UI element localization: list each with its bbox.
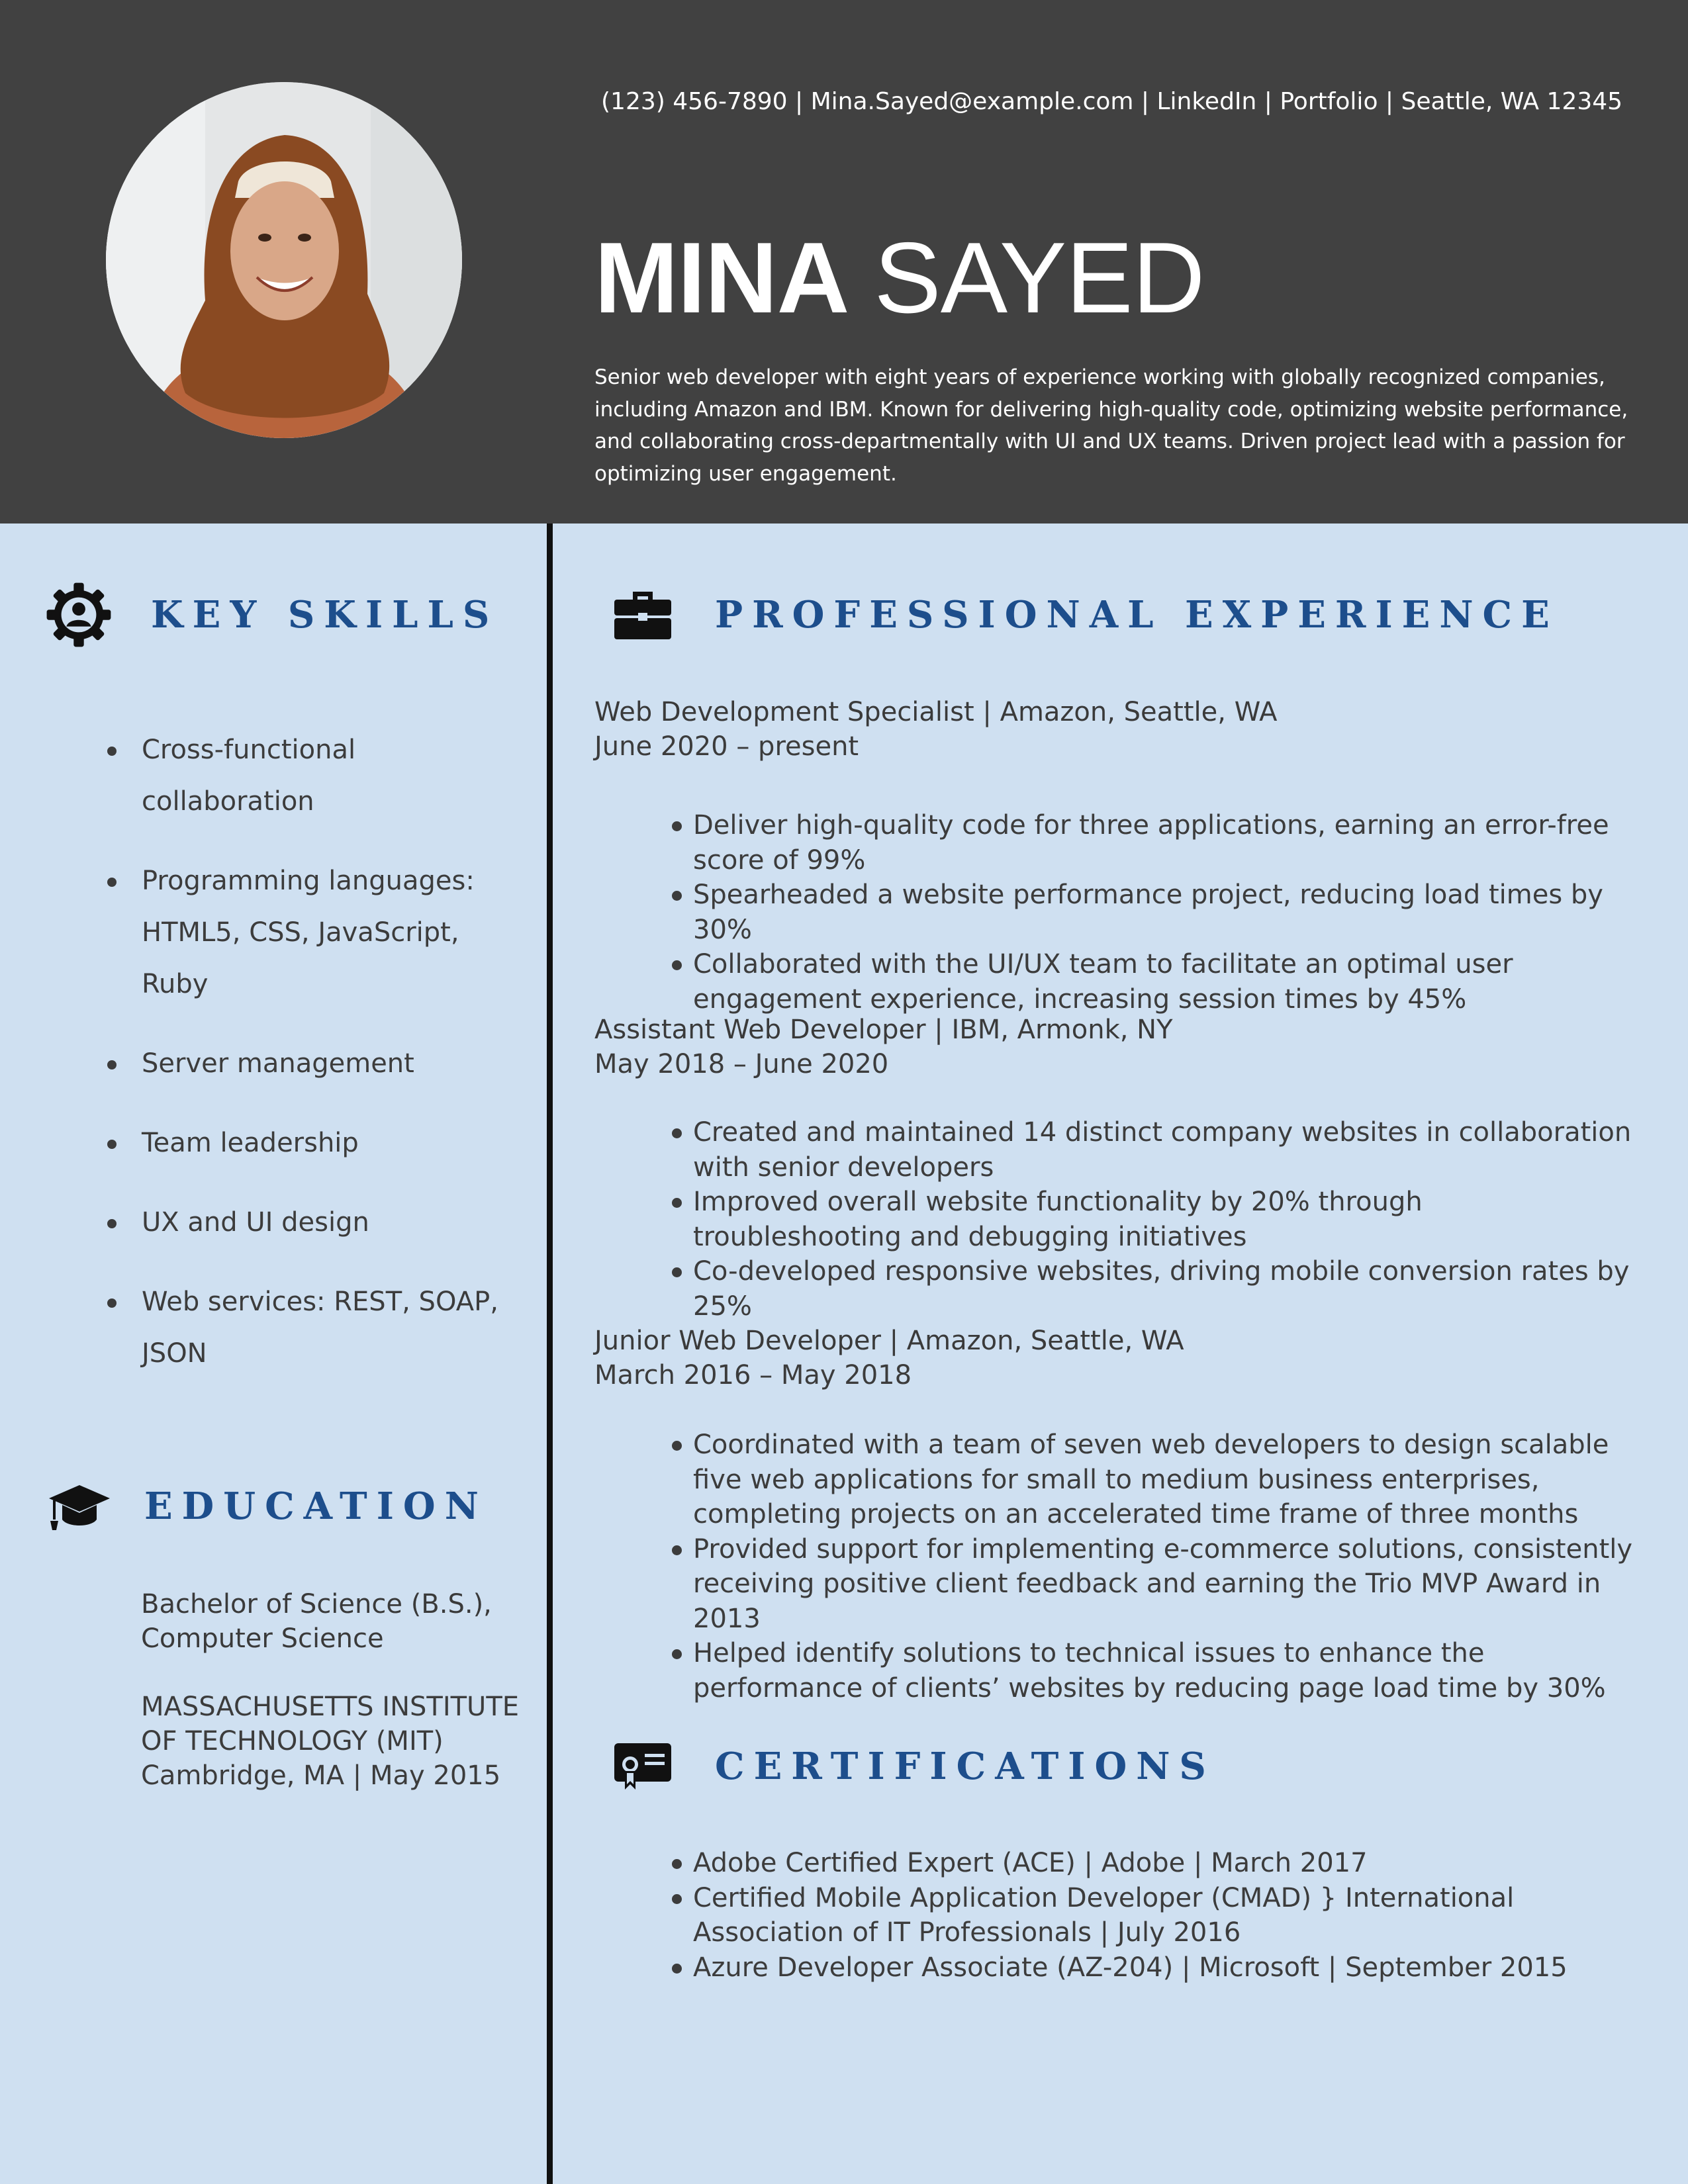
list-item: Deliver high-quality code for three applications, earning an error-free score of 99% bbox=[693, 808, 1633, 878]
list-item: Team leadership bbox=[99, 1117, 510, 1169]
last-name: SAYED bbox=[874, 222, 1205, 334]
full-name bbox=[594, 220, 1587, 336]
job-title: Junior Web Developer | Amazon, Seattle, WA bbox=[594, 1326, 1184, 1356]
list-item: Cross-functional collaboration bbox=[99, 724, 510, 827]
first-name: MINA bbox=[594, 222, 849, 334]
job-title: Web Development Specialist | Amazon, Seattle, WA bbox=[594, 697, 1278, 727]
key-skills-heading bbox=[42, 578, 498, 651]
job-bullets bbox=[693, 808, 1633, 1017]
list-item: Improved overall website functionality by 20% through troubleshooting and debugging initiatives bbox=[693, 1185, 1633, 1254]
column-divider bbox=[547, 523, 553, 2184]
briefcase-icon bbox=[613, 586, 673, 643]
certifications-heading bbox=[613, 1742, 1215, 1791]
experience-title: PROFESSIONAL EXPERIENCE bbox=[715, 593, 1559, 637]
education-heading bbox=[48, 1480, 488, 1533]
skills-list bbox=[99, 724, 510, 1407]
education-school bbox=[141, 1690, 538, 1793]
profile-photo bbox=[106, 82, 462, 438]
list-item: Provided support for implementing e-commerce solutions, consistently receiving positive client feedback and earning the Trio MVP Award in 2013 bbox=[693, 1532, 1633, 1637]
job-bullets bbox=[693, 1428, 1633, 1706]
experience-heading bbox=[613, 586, 1559, 643]
graduation-cap-icon bbox=[48, 1480, 111, 1533]
certifications-list bbox=[693, 1846, 1633, 1985]
school-location-date: Cambridge, MA | May 2015 bbox=[141, 1760, 501, 1791]
education-title: EDUCATION bbox=[144, 1484, 488, 1528]
list-item: Collaborated with the UI/UX team to facilitate an optimal user engagement experience, increasing session times by 45% bbox=[693, 947, 1633, 1017]
list-item: UX and UI design bbox=[99, 1197, 510, 1248]
list-item: Web services: REST, SOAP, JSON bbox=[99, 1276, 510, 1379]
list-item: Azure Developer Associate (AZ-204) | Microsoft | September 2015 bbox=[693, 1950, 1633, 1985]
job-dates: May 2018 – June 2020 bbox=[594, 1049, 889, 1079]
gear-icon bbox=[42, 578, 115, 651]
profile-photo-illustration bbox=[106, 82, 462, 438]
list-item: Created and maintained 14 distinct company websites in collaboration with senior developers bbox=[693, 1115, 1633, 1185]
certifications-title: CERTIFICATIONS bbox=[715, 1745, 1215, 1788]
list-item: Spearheaded a website performance project, reducing load times by 30% bbox=[693, 878, 1633, 947]
list-item: Co-developed responsive websites, driving mobile conversion rates by 25% bbox=[693, 1254, 1633, 1324]
certificate-icon bbox=[613, 1742, 673, 1791]
job-dates: March 2016 – May 2018 bbox=[594, 1360, 912, 1390]
list-item: Server management bbox=[99, 1038, 510, 1089]
job-bullets bbox=[693, 1115, 1633, 1324]
list-item: Certified Mobile Application Developer (CMAD) } International Association of IT Professionals | July 2016 bbox=[693, 1881, 1633, 1950]
professional-summary: Senior web developer with eight years of experience working with globally recognized companies, including Amazon and IBM. Known for delivering high-quality code, optimizing website performance, and collaborating cross-departmentally with UI and UX teams. Driven project lead with a passion for optimizing user engagement. bbox=[594, 365, 1628, 486]
list-item: Programming languages: HTML5, CSS, JavaScript, Ruby bbox=[99, 855, 510, 1010]
job-title: Assistant Web Developer | IBM, Armonk, NY bbox=[594, 1015, 1173, 1045]
list-item: Helped identify solutions to technical issues to enhance the performance of clients’ websites by reducing page load time by 30% bbox=[693, 1636, 1633, 1706]
contact-info: (123) 456-7890 | Mina.Sayed@example.com | LinkedIn | Portfolio | Seattle, WA 12345 bbox=[601, 88, 1623, 115]
header-banner bbox=[0, 0, 1688, 523]
school-name: MASSACHUSETTS INSTITUTE OF TECHNOLOGY (MIT) bbox=[141, 1692, 520, 1756]
education-degree: Bachelor of Science (B.S.), Computer Science bbox=[141, 1589, 492, 1654]
key-skills-title: KEY SKILLS bbox=[151, 593, 499, 637]
job-dates: June 2020 – present bbox=[594, 731, 859, 762]
list-item: Adobe Certified Expert (ACE) | Adobe | March 2017 bbox=[693, 1846, 1633, 1881]
list-item: Coordinated with a team of seven web developers to design scalable five web applications for small to medium business enterprises, completing projects on an accelerated time frame of three months bbox=[693, 1428, 1633, 1532]
